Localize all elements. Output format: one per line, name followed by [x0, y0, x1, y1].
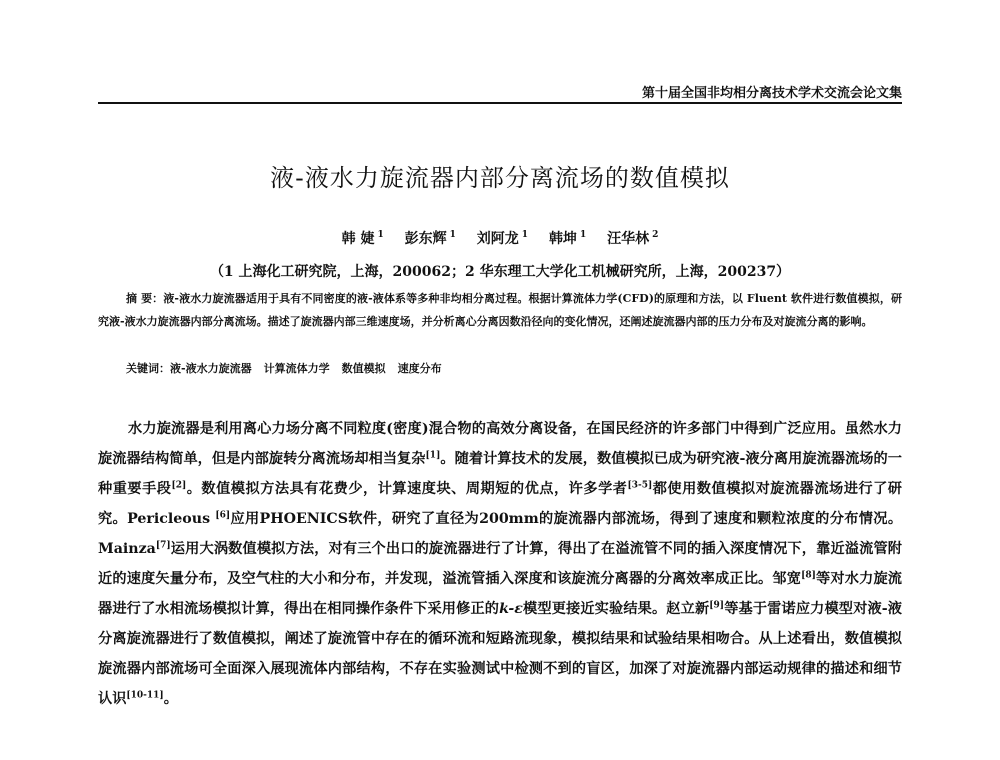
citation: [1]: [425, 450, 441, 461]
intro-paragraph: 水力旋流器是利用离心力场分离不同粒度(密度)混合物的高效分离设备，在国民经济的许多部门中得到广泛应用。虽然水力旋流器结构简单，但是内部旋转分离流场却相当复杂[1]。随着计算技术的发展，数值模拟已成为研究液-液分离用旋流器流场的一种重要手段[2]。数值模拟方法具有花费少，计算速度块、周期短的优点，许多学者[3-5]都使用数值模拟对旋流器流场进行了研究。Pericleous [6]应用PHOENICS软件，研究了直径为200mm的旋流器内部流场，得到了速度和颗粒浓度的分布情况。Mainza[7]运用大涡数值模拟方法，对有三个出口的旋流器进行了计算，得出了在溢流管不同的插入深度情况下，靠近溢流管附近的速度矢量分布，及空气柱的大小和分布，并发现，溢流管插入深度和该旋流分离器的分离效率成正比。邹宽[8]等对水力旋流器进行了水相流场模拟计算，得出在相同操作条件下采用修正的k-ε模型更接近实验结果。赵立新[9]等基于雷诺应力模型对液-液分离旋流器进行了数值模拟，阐述了旋流管中存在的循环流和短路流现象，模拟结果和试验结果相吻合。从上述看出，数值模拟旋流器内部流场可全面深入展现流体内部结构，不存在实验测试中检测不到的盲区，加深了对旋流器内部运动规律的描述和细节认识[10-11]。: [98, 421, 903, 707]
paper-title: 液-液水力旋流器内部分离流场的数值模拟: [270, 164, 730, 192]
citation: [2]: [171, 480, 187, 491]
keywords: [98, 357, 902, 380]
running-header: 第十届全国非均相分离技术学术交流会论文集: [641, 86, 902, 101]
citation: [7]: [155, 540, 171, 551]
abstract-label: 摘 要：: [126, 292, 164, 305]
citation: [3-5]: [627, 480, 653, 491]
citation: [6]: [215, 510, 231, 521]
author: 汪华林 $^2$: [607, 230, 659, 247]
citation: [8]: [801, 570, 816, 581]
header-rule: [98, 102, 902, 104]
author: 彭东辉 $^1$: [404, 230, 456, 247]
affiliation: （1 上海化工研究院，上海，200062；2 华东理工大学化工机械研究所，上海，200237）: [209, 264, 791, 280]
keyword: 液-液水力旋流器: [170, 362, 252, 375]
author-list: [0, 228, 1000, 248]
keyword: 数值模拟: [341, 362, 386, 375]
keywords-label: 关键词：: [126, 362, 170, 375]
author: 韩坤 $^1$: [548, 230, 587, 247]
author: 刘阿龙 $^1$: [476, 230, 529, 247]
citation: [10-11]: [126, 690, 164, 701]
abstract-text: 液-液水力旋流器适用于具有不同密度的液-液体系等多种非均相分离过程。根据计算流体力学(CFD)的原理和方法，以 Fluent 软件进行数值模拟，研究液-液水力旋流器内部分离流场。描述了旋流器内部三维速度场，并分析离心分离因数沿径向的变化情况，还阐述旋流器内部的压力分布及对旋流分离的影响。: [98, 292, 902, 328]
model-name: k-ε: [499, 601, 523, 617]
citation: [9]: [709, 600, 725, 611]
keyword: 速度分布: [397, 362, 442, 375]
keyword: 计算流体力学: [263, 362, 330, 375]
author: 韩 婕 $^1$: [341, 230, 384, 247]
abstract: [98, 287, 902, 333]
